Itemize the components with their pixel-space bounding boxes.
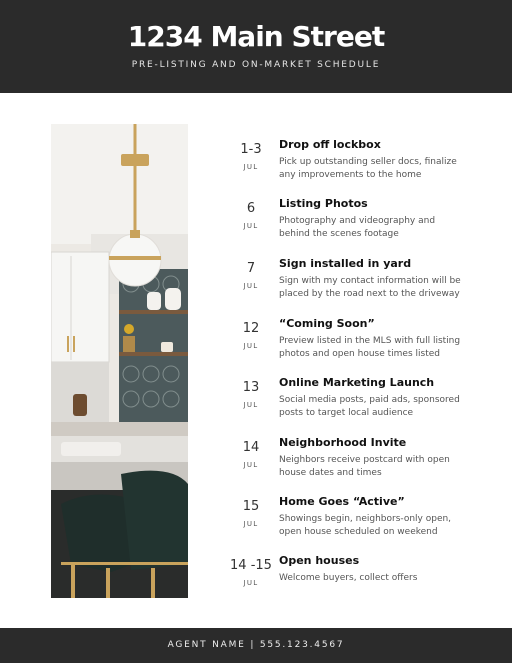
schedule-title: Home Goes “Active”	[279, 495, 405, 508]
schedule-content	[279, 138, 494, 182]
header-banner	[0, 0, 512, 93]
schedule-title: Neighborhood Invite	[279, 436, 407, 449]
schedule-day: 6	[246, 201, 256, 216]
schedule-month: JUL	[243, 579, 259, 587]
schedule-description-line: Neighbors receive postcard with open	[279, 455, 450, 465]
page-title: 1234 Main Street	[127, 20, 385, 53]
schedule-description	[279, 454, 494, 480]
schedule-description	[279, 156, 494, 182]
schedule-day: 13	[242, 380, 260, 395]
schedule-title: Online Marketing Launch	[279, 376, 435, 389]
schedule-title: Listing Photos	[279, 197, 368, 210]
schedule-date	[228, 138, 274, 171]
schedule-description-line: photos and open house times listed	[279, 349, 440, 359]
schedule-description	[279, 513, 494, 539]
footer-banner	[0, 628, 512, 663]
schedule-item	[228, 138, 488, 190]
schedule-content	[279, 197, 494, 241]
schedule-description-line: placed by the road next to the driveway	[279, 289, 460, 299]
schedule-item	[228, 495, 488, 547]
schedule-description-line: Social media posts, paid ads, sponsored	[279, 395, 460, 405]
schedule-day: 14 -15	[230, 558, 272, 573]
schedule-item	[228, 436, 488, 488]
schedule-description-line: Sign with my contact information will be	[279, 276, 461, 286]
schedule-description-line: Photography and videography and	[279, 216, 436, 226]
schedule-date	[228, 495, 274, 528]
schedule-date	[228, 436, 274, 469]
schedule-description-line: Welcome buyers, collect offers	[279, 573, 418, 583]
page-subtitle: PRE-LISTING AND ON-MARKET SCHEDULE	[131, 60, 381, 70]
schedule-description	[279, 275, 494, 301]
schedule-day: 15	[242, 499, 260, 514]
schedule-date	[228, 197, 274, 230]
schedule-month: JUL	[243, 282, 259, 290]
schedule-content	[279, 257, 494, 301]
schedule-description	[279, 335, 494, 361]
schedule-item	[228, 554, 488, 606]
kitchen-photo-illustration	[51, 124, 188, 598]
schedule-month: JUL	[243, 342, 259, 350]
schedule-description-line: open house scheduled on weekend	[279, 527, 438, 537]
schedule-description-line: Pick up outstanding seller docs, finalize	[279, 157, 457, 167]
kitchen-photo	[51, 124, 188, 598]
schedule-content	[279, 436, 494, 480]
schedule-day: 12	[242, 321, 260, 336]
schedule-date	[228, 554, 274, 587]
schedule-title: Drop off lockbox	[279, 138, 381, 151]
schedule-item	[228, 197, 488, 249]
schedule-month: JUL	[243, 520, 259, 528]
schedule-description-line: behind the scenes footage	[279, 229, 399, 239]
schedule-description-line: Showings begin, neighbors-only open,	[279, 514, 452, 524]
schedule-item	[228, 317, 488, 369]
schedule-content	[279, 317, 494, 361]
schedule-description	[279, 394, 494, 420]
schedule-date	[228, 317, 274, 350]
schedule-content	[279, 554, 494, 585]
schedule-content	[279, 495, 494, 539]
schedule-item	[228, 257, 488, 309]
schedule-month: JUL	[243, 401, 259, 409]
schedule-description-line: any improvements to the home	[279, 170, 422, 180]
schedule-month: JUL	[243, 163, 259, 171]
schedule-month: JUL	[243, 222, 259, 230]
agent-contact: AGENT NAME | 555.123.4567	[167, 640, 345, 650]
schedule-content	[279, 376, 494, 420]
schedule-description-line: house dates and times	[279, 468, 382, 478]
schedule-description	[279, 572, 494, 585]
schedule-title: Sign installed in yard	[279, 257, 412, 270]
schedule-description-line: Preview listed in the MLS with full listing	[279, 336, 461, 346]
schedule-date	[228, 376, 274, 409]
schedule-date	[228, 257, 274, 290]
schedule-day: 14	[242, 440, 260, 455]
schedule-item	[228, 376, 488, 428]
schedule-title: “Coming Soon”	[279, 317, 375, 330]
schedule-day: 1-3	[240, 142, 262, 157]
schedule-description	[279, 215, 494, 241]
schedule-day: 7	[246, 261, 256, 276]
schedule-month: JUL	[243, 461, 259, 469]
schedule-description-line: posts to target local audience	[279, 408, 414, 418]
schedule-title: Open houses	[279, 554, 360, 567]
